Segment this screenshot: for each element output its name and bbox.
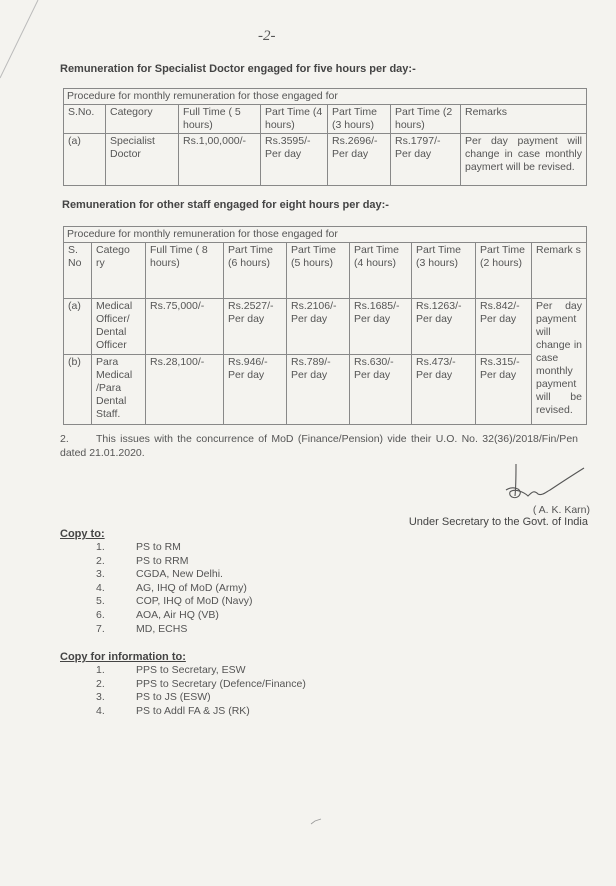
cell-part-time-3: Rs.2696/- Per day [328,134,391,186]
cell-part-time-3: Rs.1263/- Per day [412,299,476,355]
cell-part-time-2: Rs.842/- Per day [476,299,532,355]
list-item: 2. PPS to Secretary (Defence/Finance) [96,677,306,690]
staff-table [63,226,587,425]
cell-part-time-4: Rs.630/- Per day [350,355,412,425]
cell-part-time-2: Rs.315/- Per day [476,355,532,425]
copy-info-list [96,664,306,718]
cell-full-time: Rs.75,000/- [146,299,224,355]
cell-full-time: Rs.28,100/- [146,355,224,425]
table-row [64,299,587,355]
section1-heading: Remuneration for Specialist Doctor engaged for five hours per day:- [60,63,416,75]
header-cell: Remarks [461,105,587,134]
cell-part-time-6: Rs.946/- Per day [224,355,287,425]
cell-category: Medical Officer/ Dental Officer [92,299,146,355]
copy-info-heading: Copy for information to: [60,651,186,663]
copy-to-heading: Copy to: [60,528,105,540]
cell-sno: (a) [64,299,92,355]
signature [498,462,588,506]
list-item: 2. PS to RRM [96,554,189,567]
cell-remarks: Per day payment will change in case monthly paymert will be revised. [461,134,587,186]
page-fold-mark [0,0,40,80]
header-cell: Part Time (2 hours) [476,243,532,299]
table-row [64,134,587,186]
list-item: 4. AG, IHQ of MoD (Army) [96,581,247,594]
cell-sno: (a) [64,134,106,186]
list-item: 1. PPS to Secretary, ESW [96,664,246,676]
table-header-row [64,105,587,134]
table-caption: Procedure for monthly remuneration for those engaged for [64,89,587,105]
ink-mark [310,818,322,826]
header-cell: Remark s [532,243,587,299]
header-cell: S.No. [64,105,106,134]
paragraph-number: 2. [60,433,69,445]
list-item: 3. CGDA, New Delhi. [96,568,223,581]
list-item: 6. AOA, Air HQ (VB) [96,608,219,621]
cell-part-time-5: Rs.789/- Per day [287,355,350,425]
cell-sno: (b) [64,355,92,425]
header-cell: Part Time (2 hours) [391,105,461,134]
list-item: 1. PS to RM [96,541,181,553]
list-item: 7. MD, ECHS [96,622,188,635]
table-header-row [64,243,587,299]
header-cell: Part Time (5 hours) [287,243,350,299]
section2-heading: Remuneration for other staff engaged for eight hours per day:- [62,199,389,211]
paragraph-text: This issues with the concurrence of MoD (Finance/Pension) vide their U.O. No. 32(36)/2018/Fin/Pen dated 21.01.2020. [60,433,578,459]
cell-remarks: Per day payment will change in case monthly payment will be revised. [532,299,587,425]
header-cell: Catego ry [92,243,146,299]
header-cell: Full Time ( 8 hours) [146,243,224,299]
cell-part-time-4: Rs.1685/- Per day [350,299,412,355]
list-item: 5. COP, IHQ of MoD (Navy) [96,595,253,608]
cell-part-time-3: Rs.473/- Per day [412,355,476,425]
page-number: -2- [258,28,276,44]
table-caption: Procedure for monthly remuneration for those engaged for [64,227,587,243]
header-cell: Part Time (4 hours) [261,105,328,134]
header-cell: Category [106,105,179,134]
paragraph-2 [60,432,578,460]
list-item: 4. PS to Addl FA & JS (RK) [96,704,250,717]
cell-part-time-6: Rs.2527/- Per day [224,299,287,355]
header-cell: Part Time (3 hours) [412,243,476,299]
signatory-name: ( A. K. Karn) [532,504,590,516]
cell-category: Para Medical /Para Dental Staff. [92,355,146,425]
cell-part-time-2: Rs.1797/- Per day [391,134,461,186]
header-cell: Part Time (4 hours) [350,243,412,299]
cell-part-time-5: Rs.2106/- Per day [287,299,350,355]
header-cell: Part Time (6 hours) [224,243,287,299]
header-cell: S. No [64,243,92,299]
cell-category: Specialist Doctor [106,134,179,186]
specialist-table [63,88,587,186]
signatory-designation: Under Secretary to the Govt. of India [408,516,588,528]
header-cell: Full Time ( 5 hours) [179,105,261,134]
copy-to-list [96,541,253,636]
header-cell: Part Time (3 hours) [328,105,391,134]
table-row [64,355,587,425]
list-item: 3. PS to JS (ESW) [96,691,211,704]
cell-part-time-4: Rs.3595/- Per day [261,134,328,186]
cell-full-time: Rs.1,00,000/- [179,134,261,186]
